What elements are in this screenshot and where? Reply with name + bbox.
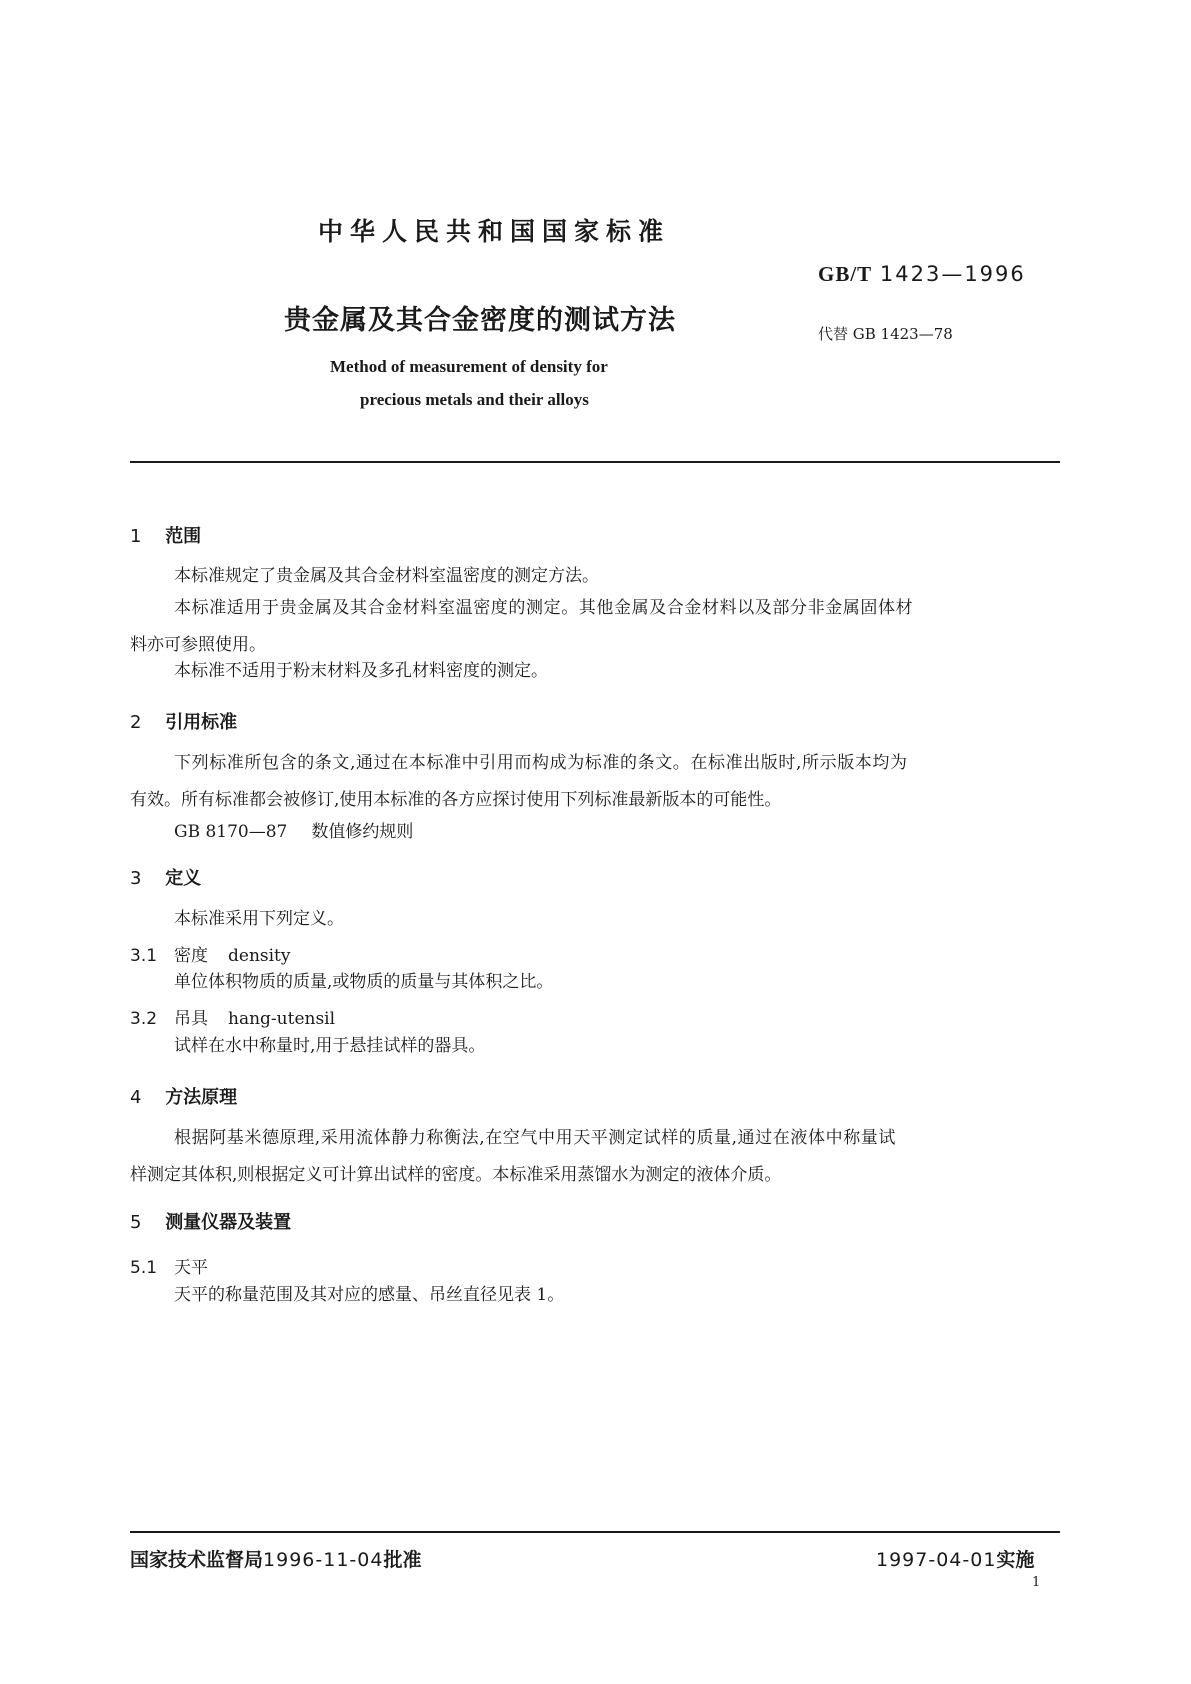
approving-authority: 国家技术监督局	[130, 1549, 264, 1571]
definition-3-2-number: 3.2	[130, 1009, 158, 1029]
standard-code-prefix: GB/T	[818, 262, 873, 286]
section-2-heading	[130, 708, 237, 734]
effective-date: 1997-04-01	[876, 1549, 997, 1571]
section-2-paragraph-line-1: 下列标准所包含的条文,通过在本标准中引用而构成为标准的条文。在标准出版时,所示版本均为	[174, 753, 908, 773]
reference-code: GB 8170—87	[174, 822, 288, 842]
definition-3-2-term-cn: 吊具	[174, 1009, 208, 1029]
subsection-5-1-title: 天平	[174, 1258, 208, 1278]
effective-label: 实施	[996, 1549, 1035, 1571]
section-1-number: 1	[130, 526, 142, 547]
section-4-title: 方法原理	[165, 1087, 238, 1108]
section-3-number: 3	[130, 868, 142, 889]
section-1-paragraph-1: 本标准规定了贵金属及其合金材料室温密度的测定方法。	[174, 566, 599, 586]
section-2-paragraph-line-2: 有效。所有标准都会被修订,使用本标准的各方应探讨使用下列标准最新版本的可能性。	[130, 790, 782, 810]
effective-line	[876, 1545, 1034, 1572]
definition-3-2-term-en: hang-utensil	[228, 1009, 336, 1029]
standard-code-number: 1423—1996	[879, 262, 1026, 286]
standard-code	[818, 262, 1026, 287]
definition-3-1-text: 单位体积物质的质量,或物质的质量与其体积之比。	[174, 972, 554, 992]
section-2-title: 引用标准	[165, 712, 238, 733]
section-1-paragraph-2-line-1: 本标准适用于贵金属及其合金材料室温密度的测定。其他金属及合金材料以及部分非金属固体材	[174, 598, 914, 618]
document-title-en-line2: precious metals and their alloys	[360, 390, 589, 409]
definition-3-2-text: 试样在水中称量时,用于悬挂试样的器具。	[174, 1036, 486, 1056]
definition-3-2-heading	[130, 1004, 335, 1029]
section-2-number: 2	[130, 712, 142, 733]
section-4-number: 4	[130, 1087, 142, 1108]
national-standard-title: 中华人民共和国国家标准	[318, 217, 671, 246]
document-title-en-line1: Method of measurement of density for	[330, 357, 608, 376]
subsection-5-1-text: 天平的称量范围及其对应的感量、吊丝直径见表 1。	[174, 1285, 565, 1305]
subsection-5-1-number: 5.1	[130, 1258, 158, 1278]
section-5-title: 测量仪器及装置	[165, 1212, 292, 1233]
reference-name: 数值修约规则	[311, 822, 414, 842]
section-3-paragraph: 本标准采用下列定义。	[174, 909, 344, 929]
section-5-heading	[130, 1208, 291, 1234]
section-1-heading	[130, 522, 201, 548]
section-3-heading	[130, 864, 201, 890]
approval-label: 批准	[383, 1549, 422, 1571]
page-number: 1	[1032, 1575, 1041, 1590]
header-divider	[130, 461, 1060, 463]
section-3-title: 定义	[165, 868, 202, 889]
section-1-paragraph-3: 本标准不适用于粉末材料及多孔材料密度的测定。	[174, 661, 548, 681]
definition-3-1-term-en: density	[228, 946, 291, 966]
definition-3-1-heading	[130, 941, 291, 966]
document-title-cn: 贵金属及其合金密度的测试方法	[284, 305, 676, 336]
definition-3-1-number: 3.1	[130, 946, 158, 966]
section-4-heading	[130, 1083, 237, 1109]
section-1-title: 范围	[165, 526, 202, 547]
section-5-number: 5	[130, 1212, 142, 1233]
section-4-paragraph-line-2: 样测定其体积,则根据定义可计算出试样的密度。本标准采用蒸馏水为测定的液体介质。	[130, 1165, 782, 1185]
footer-divider	[130, 1531, 1060, 1533]
approval-date: 1996-11-04	[263, 1549, 384, 1571]
section-4-paragraph-line-1: 根据阿基米德原理,采用流体静力称衡法,在空气中用天平测定试样的质量,通过在液体中称量试	[174, 1128, 897, 1148]
section-1-paragraph-2-line-2: 料亦可参照使用。	[130, 635, 266, 655]
definition-3-1-term-cn: 密度	[174, 946, 208, 966]
replaces-note: 代替 GB 1423—78	[818, 325, 953, 343]
approval-line	[130, 1545, 421, 1572]
subsection-5-1-heading	[130, 1253, 208, 1278]
normative-reference	[174, 817, 413, 842]
